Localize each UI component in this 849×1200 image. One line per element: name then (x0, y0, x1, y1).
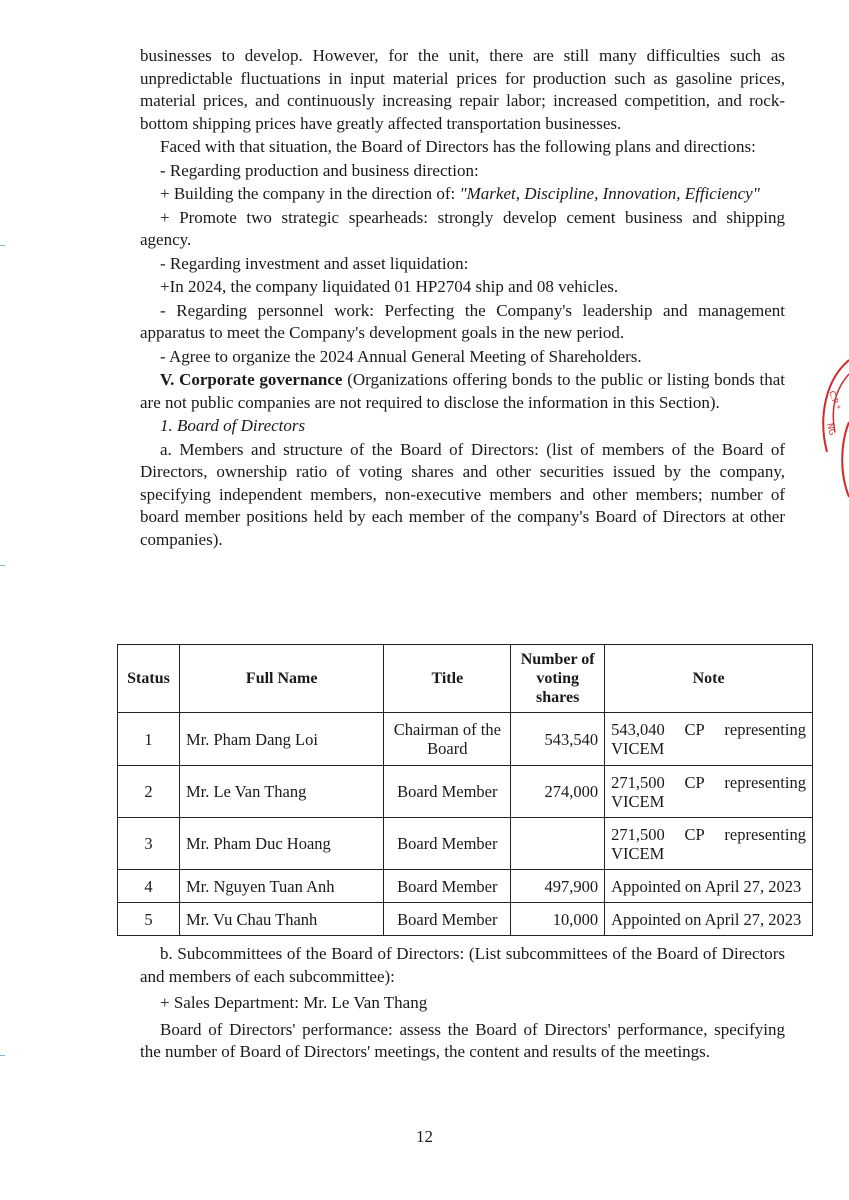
paragraph-corporate-governance (140, 369, 785, 414)
paragraph-faced-situation: Faced with that situation, the Board of Directors has the following plans and directions: (160, 137, 756, 156)
paragraph-investment: - Regarding investment and asset liquidation: (160, 253, 469, 273)
cell-status: 2 (118, 766, 180, 818)
cell-name: Mr. Pham Duc Hoang (179, 818, 383, 870)
cell-name: Mr. Le Van Thang (179, 766, 383, 818)
cell-note: Appointed on April 27, 2023 (605, 903, 813, 936)
note-unit: CP (684, 720, 705, 739)
cell-shares: 274,000 (511, 766, 605, 818)
table-row (118, 713, 813, 766)
board-of-directors-title: 1. Board of Directors (160, 416, 306, 435)
body-text-bottom (140, 943, 785, 1064)
section-heading-governance: V. Corporate governance (160, 370, 343, 389)
cell-status: 3 (118, 818, 180, 870)
cell-note (605, 766, 813, 818)
body-text-top (140, 45, 785, 551)
cell-status: 5 (118, 903, 180, 936)
header-full-name: Full Name (179, 645, 383, 713)
company-motto: "Market, Discipline, Innovation, Efficiency" (459, 184, 760, 203)
cell-title: Chairman of the Board (384, 713, 511, 766)
governance-note: (Organizations offering bonds to the public or listing bonds that are not public companies are not required to disclose the information in this Section). (140, 370, 785, 412)
subheading-board-of-directors (140, 415, 785, 438)
scan-edge-mark (0, 245, 5, 246)
note-unit: CP (684, 824, 705, 844)
paragraph-agm: - Agree to organize the 2024 Annual General Meeting of Shareholders. (160, 346, 642, 366)
scan-edge-mark (0, 1055, 5, 1056)
paragraph-subcommittees: b. Subcommittees of the Board of Directors: (List subcommittees of the Board of Directors and members of each subcommittee): (140, 944, 785, 986)
company-seal-stamp (815, 352, 849, 502)
paragraph-production-direction: - Regarding production and business direction: (160, 160, 479, 180)
cell-shares (511, 818, 605, 870)
board-members-table (117, 644, 813, 936)
scan-edge-mark (0, 565, 5, 566)
cell-note (605, 713, 813, 766)
page-number: 12 (416, 1127, 433, 1146)
cell-title: Board Member (384, 870, 511, 903)
cell-name: Mr. Nguyen Tuan Anh (179, 870, 383, 903)
paragraph-members-structure: a. Members and structure of the Board of Directors: (list of members of the Board of Directors, ownership ratio of voting shares and other securities issued by the company, specifying independent members, non-executive members and other members; number of board member positions held by each member of the company's Board of Directors at other companies). (140, 439, 785, 549)
table-row (118, 766, 813, 818)
paragraph-liquidation: +In 2024, the company liquidated 01 HP2704 ship and 08 vehicles. (160, 277, 619, 296)
paragraph-building-company (140, 183, 785, 206)
note-entity: VICEM (611, 791, 665, 811)
note-representing: representing (724, 772, 806, 792)
cell-shares: 10,000 (511, 903, 605, 936)
cell-note (605, 818, 813, 870)
header-status: Status (118, 645, 180, 713)
note-shares: 543,040 (611, 720, 665, 739)
note-representing: representing (724, 824, 806, 844)
cell-shares: 497,900 (511, 870, 605, 903)
header-note: Note (605, 645, 813, 713)
cell-name: Mr. Vu Chau Thanh (179, 903, 383, 936)
cell-status: 4 (118, 870, 180, 903)
building-company-text: + Building the company in the direction of: (160, 184, 456, 203)
svg-text:C.P *: C.P * (827, 389, 843, 412)
note-shares: 271,500 (611, 772, 665, 792)
cell-title: Board Member (384, 766, 511, 818)
header-voting-shares: Number of voting shares (511, 645, 605, 713)
note-entity: VICEM (611, 843, 665, 863)
table-row (118, 903, 813, 936)
cell-status: 1 (118, 713, 180, 766)
table-row (118, 870, 813, 903)
cell-name: Mr. Pham Dang Loi (179, 713, 383, 766)
paragraph-difficulties: businesses to develop. However, for the unit, there are still many difficulties such as unpredictable fluctuations in input material prices for production such as gasoline prices, material prices, and continuously increasing repair labor; increased competition, and rock-bottom shipping prices have greatly affected transportation businesses. (140, 46, 785, 133)
cell-note: Appointed on April 27, 2023 (605, 870, 813, 903)
note-representing: representing (724, 720, 806, 739)
header-title: Title (384, 645, 511, 713)
table-row (118, 818, 813, 870)
note-shares: 271,500 (611, 824, 665, 844)
paragraph-board-performance: Board of Directors' performance: assess the Board of Directors' performance, specifying the number of Board of Directors' meetings, the content and results of the meetings. (140, 1019, 785, 1061)
svg-text:NG: NG (825, 422, 837, 437)
paragraph-strategic-spearheads: + Promote two strategic spearheads: strongly develop cement business and shipping agency. (140, 207, 785, 249)
paragraph-personnel: - Regarding personnel work: Perfecting the Company's leadership and management apparatus to meet the Company's development goals in the new period. (140, 300, 785, 342)
cell-title: Board Member (384, 818, 511, 870)
cell-shares: 543,540 (511, 713, 605, 766)
note-entity: VICEM (611, 739, 665, 758)
paragraph-sales-department: + Sales Department: Mr. Le Van Thang (160, 993, 428, 1012)
note-unit: CP (684, 772, 705, 792)
cell-title: Board Member (384, 903, 511, 936)
